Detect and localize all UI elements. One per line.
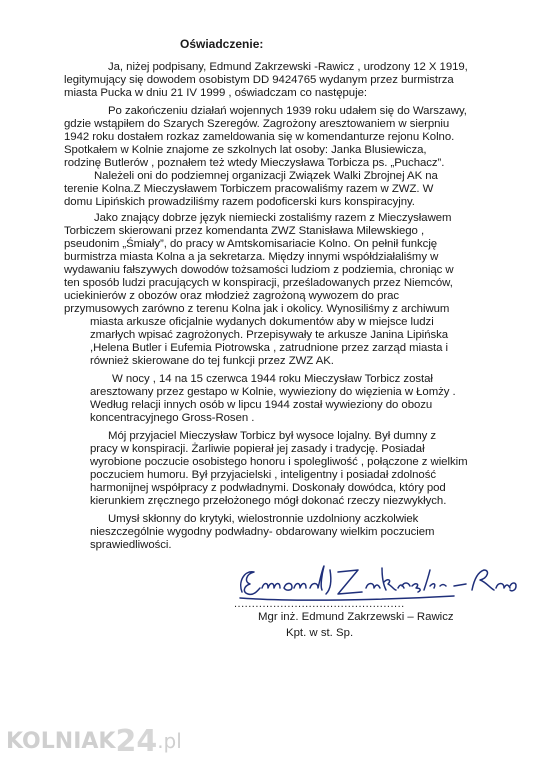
text-line: pracy w konspiracji. Żarliwie popierał jej zasady i tradycję. Posiadał [90,443,425,455]
watermark-brand: KOLNIAK [6,728,116,754]
text-line: ten sposób ludzi pracujących w konspiracji, prześladowanych przez Niemców, [64,277,453,289]
signer-rank: Kpt. w st. Sp. [286,627,354,639]
text-line: Jako znający dobrze język niemiecki zostaliśmy razem z Mieczysławem [94,212,452,224]
text-line: Po zakończeniu działań wojennych 1939 roku udałem się do Warszawy, [108,105,467,117]
watermark-number: 24 [115,723,158,759]
text-line: pseudonim „Śmiały”, do pracy w Amtskomisariacie Kolno. On pełnił funkcję [64,238,438,250]
text-line: miasta Pucka w dniu 21 IV 1999 , oświadczam co następuje: [64,87,367,99]
text-line: Ja, niżej podpisany, Edmund Zakrzewski -Rawicz , urodzony 12 X 1919, [108,61,468,73]
text-line: Według relacji innych osób w lipcu 1944 został wywieziony do obozu [90,399,433,411]
document-title: Oświadczenie: [180,37,264,51]
text-line: kierunkiem zręcznego przełożonego mógł dokonać rzeczy niezwykłych. [90,495,447,507]
text-line: Umysł skłonny do krytyki, wielostronnie uzdolniony aczkolwiek [108,513,419,525]
text-line: terenie Kolna.Z Mieczysławem Torbiczem pracowaliśmy razem w ZWZ. W [64,183,434,195]
text-line: sprawiedliwości. [90,539,172,551]
text-line: uciekinierów z obozów oraz młodzież zagrożoną wywozem do prac [64,290,400,302]
text-line: również skierowane do tej funkcji przez ZWZ AK. [90,355,334,367]
text-line: rodzinę Butlerów , poznałem też wtedy Mieczysława Torbicza ps. „Puchacz”. [64,157,445,169]
text-line: koncentracyjnego Gross-Rosen . [90,412,255,424]
text-line: legitymujący się dowodem osobistym DD 9424765 wydanym przez burmistrza [64,74,454,86]
text-line: przymusowych zarówno z terenu Kolna jak i okolicy. Wynosiliśmy z archiwum [64,303,450,315]
text-line: harmonijnej współpracy z podwładnymi. Doskonały dowódca, który pod [90,482,446,494]
text-line: domu Lipińskich prowadziliśmy razem podoficerski kurs konspiracyjny. [64,196,415,208]
watermark-domain: .pl [157,729,182,753]
text-line: wyrobione poczucie osobistego honoru i spolegliwość , połączone z wielkim [90,456,468,468]
site-watermark-logo [6,721,182,761]
signature-dotted-line: ................................................ [234,598,405,610]
text-line: poczuciem humoru. Był przyjacielski , inteligentny i posiadał zdolność [90,469,436,481]
text-line: zmarłych wpisać zagrożonych. Przepisywały te arkusze Janina Lipińska [90,329,449,341]
text-line: Spotkałem w Kolnie znajome ze szkolnych lat osoby: Janka Blusiewicza, [64,144,427,156]
text-line: W nocy , 14 na 15 czerwca 1944 roku Mieczysław Torbicz został [112,373,433,385]
signer-name: Mgr inż. Edmund Zakrzewski – Rawicz [258,611,454,623]
text-line: Torbiczem skierowani przez komendanta ZWZ Stanisława Milewskiego , [64,225,425,237]
text-line: nieszczególnie wygodny podwładny- obdarowany wielkim poczuciem [90,526,435,538]
text-line: miasta arkusze oficjalnie wydanych dokumentów aby w miejsce ludzi [90,316,434,328]
text-line: aresztowany przez gestapo w Kolnie, wywieziony do więzienia w Łomży . [90,386,456,398]
text-line: gdzie wstąpiłem do Szarych Szeregów. Zagrożony aresztowaniem w sierpniu [64,118,450,130]
text-line: 1942 roku dostałem rozkaz zameldowania się w komendanturze rejonu Kolno. [64,131,455,143]
text-line: Należeli oni do podziemnej organizacji Związek Walki Zbrojnej AK na [94,170,438,182]
text-line: burmistrza miasta Kolna a ja sekretarza. Między innymi współdziałaliśmy w [64,251,439,263]
text-line: wydawaniu fałszywych dowodów tożsamości ludziom z podziemia, chroniąc w [64,264,454,276]
text-line: ,Helena Butler i Eufemia Piotrowska , zatrudnione przez zarząd miasta i [90,342,448,354]
text-line: Mój przyjaciel Mieczysław Torbicz był wysoce lojalny. Był dumny z [108,430,437,442]
